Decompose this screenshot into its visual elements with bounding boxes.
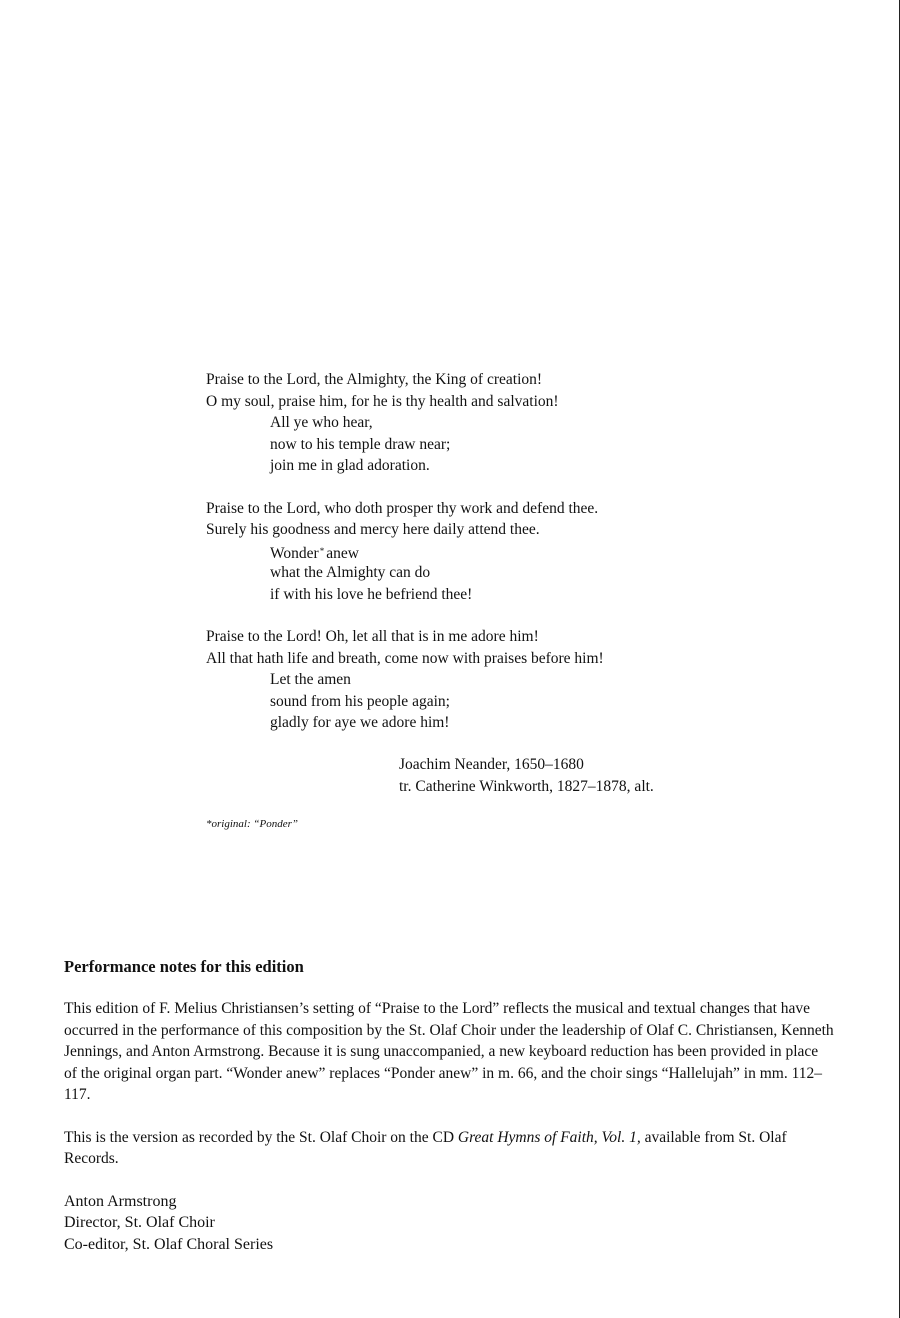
- stanza-line-indented: what the Almighty can do: [270, 564, 431, 581]
- signature-block: [64, 1191, 834, 1256]
- stanza-2: [206, 498, 766, 606]
- footnote-marker: *: [319, 545, 325, 556]
- stanza-line-indented: All ye who hear,: [270, 414, 373, 431]
- stanza-3: [206, 626, 766, 734]
- stanza-line: Praise to the Lord! Oh, let all that is in me adore him!: [206, 628, 539, 645]
- anew-word: anew: [326, 544, 359, 562]
- paragraph-2-end: available from St. Olaf Records.: [64, 1128, 787, 1167]
- paragraph-2-start: This is the version as recorded by the St. Olaf Choir on the CD: [64, 1128, 458, 1146]
- stanza-line-indented: if with his love he befriend thee!: [270, 585, 473, 603]
- stanza-line-indented: gladly for aye we adore him!: [270, 714, 450, 731]
- stanza-line: Praise to the Lord, the Almighty, the King of creation!: [206, 371, 543, 388]
- wonder-word: Wonder: [270, 544, 319, 562]
- hymn-text: [206, 369, 766, 755]
- stanza-line-indented: join me in glad adoration.: [270, 457, 430, 474]
- footnote: *original: “Ponder”: [206, 818, 298, 830]
- stanza-line-indented: sound from his people again;: [270, 692, 450, 710]
- signature-name: Anton Armstrong: [64, 1192, 177, 1210]
- stanza-line: Surely his goodness and mercy here daily attend thee.: [206, 521, 540, 538]
- stanza-line: All that hath life and breath, come now with praises before him!: [206, 649, 604, 667]
- translator-credit: tr. Catherine Winkworth, 1827–1878, alt.: [399, 778, 654, 795]
- signature-title-1: Director, St. Olaf Choir: [64, 1214, 215, 1231]
- stanza-line: O my soul, praise him, for he is thy health and salvation!: [206, 392, 559, 410]
- cd-title: Great Hymns of Faith, Vol. 1,: [457, 1128, 641, 1146]
- notes-paragraph-1: This edition of F. Melius Christiansen’s setting of “Praise to the Lord” reflects the musical and textual changes that have occurred in the performance of this composition by the St. Olaf Choir under the leadership of Olaf C. Christiansen, Kenneth Jennings, and Anton Armstrong. Because it is sung unaccompanied, a new keyboard reduction has been provided in place of the original organ part. “Wonder anew” replaces “Ponder anew” in m. 66, and the choir sings “Hallelujah” in mm. 112–117.: [64, 1000, 834, 1103]
- notes-heading: Performance notes for this edition: [64, 957, 304, 976]
- author-credit: Joachim Neander, 1650–1680: [399, 756, 584, 773]
- performance-notes: [64, 956, 834, 1255]
- stanza-line-indented: [206, 541, 766, 563]
- stanza-1: [206, 369, 766, 477]
- stanza-line-indented: now to his temple draw near;: [270, 435, 451, 453]
- stanza-line-indented: Let the amen: [270, 671, 351, 688]
- hymn-attribution: [399, 754, 654, 798]
- stanza-line: Praise to the Lord, who doth prosper thy work and defend thee.: [206, 499, 599, 517]
- signature-title-2: Co-editor, St. Olaf Choral Series: [64, 1235, 274, 1253]
- notes-paragraph-2: [64, 1127, 834, 1170]
